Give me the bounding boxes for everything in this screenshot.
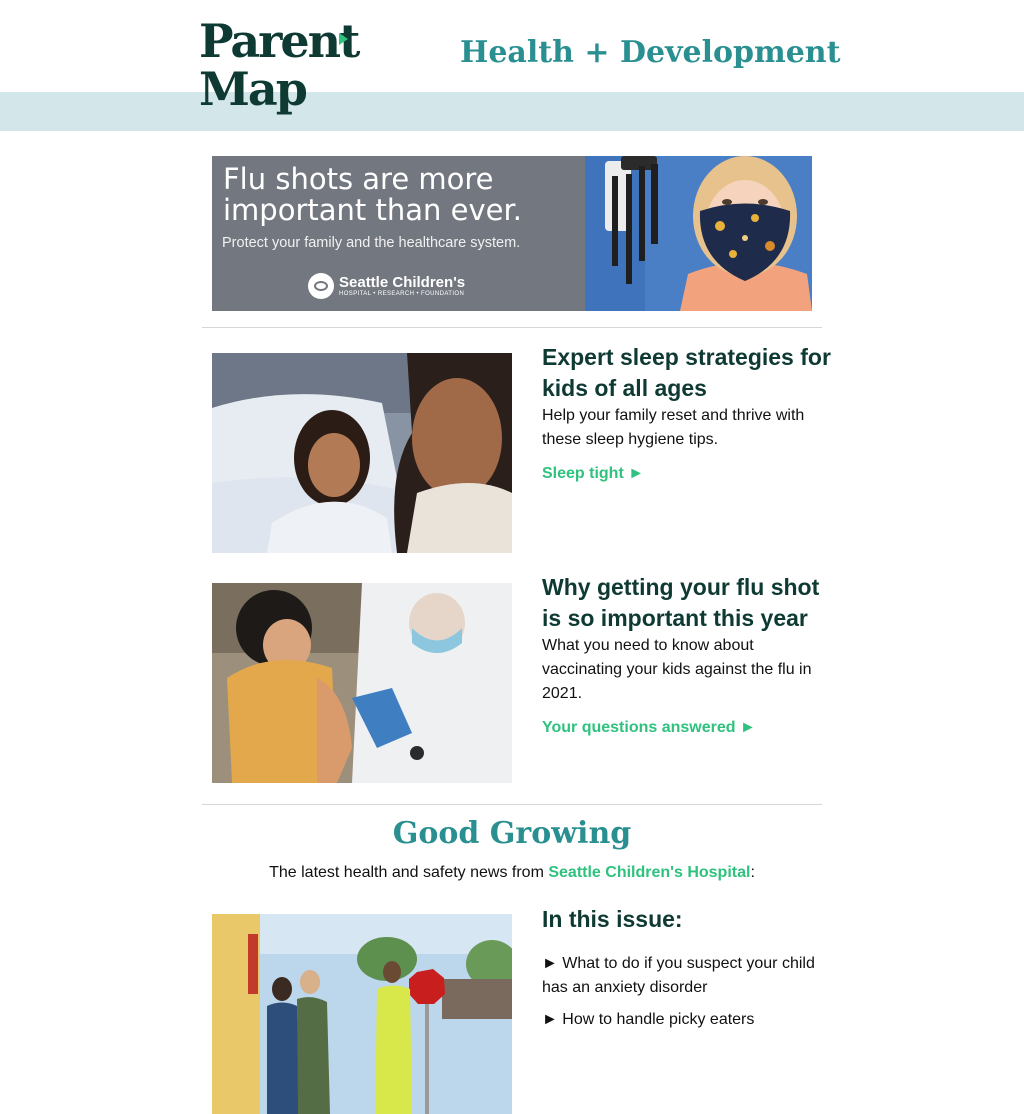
header-band — [0, 92, 1024, 131]
good-growing-intro — [0, 862, 1024, 884]
good-growing-intro-prefix: The latest health and safety news from — [269, 864, 549, 881]
in-this-issue-heading: In this issue: — [542, 906, 683, 932]
divider — [202, 327, 822, 328]
parentmap-logo[interactable] — [199, 14, 359, 124]
flu-shot-ad-banner[interactable] — [212, 156, 812, 311]
ad-subtext: Protect your family and the healthcare system. — [222, 235, 521, 251]
section-title: Health + Development — [460, 35, 841, 70]
your-questions-answered-link[interactable]: Your questions answered ► — [542, 719, 756, 736]
divider — [202, 804, 822, 805]
ad-headline: Flu shots are more important than ever. — [223, 162, 522, 227]
logo-triangle-icon — [339, 33, 348, 45]
seattle-childrens-logo-icon — [308, 273, 334, 299]
article-sleep-image[interactable] — [212, 353, 512, 553]
good-growing-title: Good Growing — [392, 816, 632, 851]
issue-item-picky-eaters[interactable]: ► How to handle picky eaters — [542, 1011, 755, 1028]
article-flu-shot-description: What you need to know about vaccinating your kids against the flu in 2021. — [542, 637, 812, 702]
article-sleep-title[interactable]: Expert sleep strategies for kids of all ages — [542, 344, 831, 401]
ad-sponsor-name: Seattle Children's — [339, 274, 466, 291]
article-sleep-description: Help your family reset and thrive with these sleep hygiene tips. — [542, 407, 805, 448]
ad-masked-girl-photo — [585, 156, 812, 311]
seattle-childrens-hospital-link[interactable]: Seattle Children's Hospital — [548, 864, 751, 881]
logo-word-parent: Parent — [199, 14, 359, 68]
sleep-tight-link[interactable]: Sleep tight ► — [542, 465, 645, 482]
article-flu-shot-image[interactable] — [212, 583, 512, 783]
logo-word-map: Map — [199, 62, 306, 116]
good-growing-school-crossing-image[interactable] — [212, 914, 512, 1114]
article-flu-shot-title[interactable]: Why getting your flu shot is so important this year — [542, 574, 820, 631]
good-growing-intro-suffix: : — [750, 864, 755, 881]
issue-item-anxiety[interactable]: ► What to do if you suspect your child has an anxiety disorder — [542, 955, 815, 996]
ad-sponsor-tagline: HOSPITAL • RESEARCH • FOUNDATION — [339, 291, 465, 297]
